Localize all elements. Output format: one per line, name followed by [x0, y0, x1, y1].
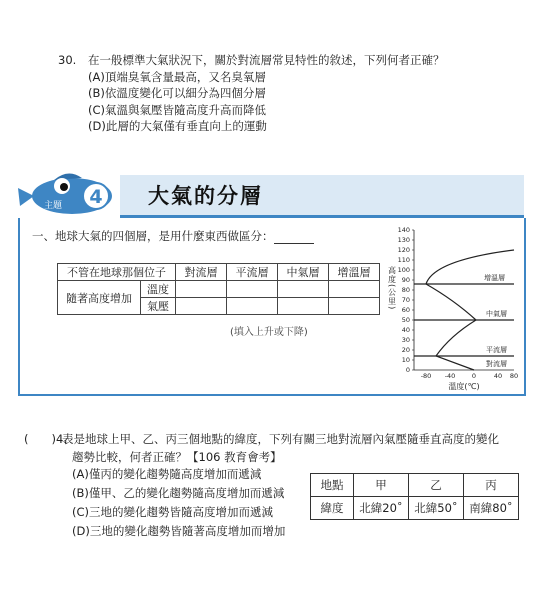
- question-1-text: 一、地球大氣的四個層，是用什麼東西做區分：: [32, 229, 274, 243]
- cell-blank[interactable]: [329, 298, 380, 315]
- y-tick-label: 10: [401, 356, 410, 364]
- x-axis-label: 溫度(℃): [448, 382, 480, 391]
- table-corner: 不管在地球那個位子: [58, 264, 176, 281]
- layer-label-stratosphere: 平流層: [486, 346, 507, 354]
- svg-text:高度(公里): 高度(公里): [387, 266, 397, 311]
- fish-mascot-icon: [14, 166, 122, 218]
- x-tick-label: -80: [420, 372, 432, 380]
- cell-blank[interactable]: [176, 281, 227, 298]
- col-mesosphere: 中氣層: [278, 264, 329, 281]
- y-tick-label: 70: [401, 296, 410, 304]
- option-c[interactable]: (C)氣溫與氣壓皆隨高度升高而降低: [88, 102, 267, 117]
- x-tick-label: -40: [444, 372, 456, 380]
- lat-value-yi: 北緯50˚: [409, 497, 464, 520]
- layer-label-troposphere: 對流層: [486, 360, 507, 368]
- layer-table: [57, 263, 380, 315]
- option-d[interactable]: (D)此層的大氣僅有垂直向上的運動: [88, 119, 267, 133]
- layer-label-mesosphere: 中氣層: [486, 310, 507, 318]
- y-tick-label: 120: [397, 246, 410, 254]
- lat-header-yi: 乙: [409, 474, 464, 497]
- fill-note: (填入上升或下降): [230, 327, 308, 338]
- theme-label: 主題: [44, 201, 63, 211]
- latitude-table: [310, 473, 519, 520]
- col-troposphere: 對流層: [176, 264, 227, 281]
- question-number: 30.: [58, 53, 77, 67]
- y-tick-label: 80: [401, 286, 410, 294]
- option-b[interactable]: (B)依溫度變化可以細分為四個分層: [88, 86, 266, 100]
- x-tick-label: 0: [471, 372, 477, 380]
- y-tick-label: 50: [401, 316, 410, 324]
- y-tick-label: 140: [397, 226, 410, 234]
- option-b[interactable]: (B)僅甲、乙的變化趨勢隨高度增加而遞減: [72, 486, 285, 500]
- y-tick-label: 30: [401, 336, 410, 344]
- option-a[interactable]: (A)頂端臭氧含量最高，又名臭氧層: [88, 69, 266, 84]
- x-tick-label: 80: [509, 372, 519, 380]
- cell-blank[interactable]: [278, 298, 329, 315]
- col-stratosphere: 平流層: [227, 264, 278, 281]
- lat-value-jia: 北緯20˚: [354, 497, 409, 520]
- cell-blank[interactable]: [227, 298, 278, 315]
- theme-number: 4: [89, 186, 103, 208]
- y-tick-label: 20: [401, 346, 410, 354]
- lat-row-label: 緯度: [311, 497, 354, 520]
- question-stem: 在一般標準大氣狀況下，關於對流層常見特性的敘述，下列何者正確？: [88, 53, 445, 67]
- cell-blank[interactable]: [227, 281, 278, 298]
- layer-label-thermosphere: 增溫層: [484, 274, 505, 282]
- cell-blank[interactable]: [329, 281, 380, 298]
- option-a[interactable]: (A)僅丙的變化趨勢隨高度增加而遞減: [72, 467, 262, 481]
- section-title: 大氣的分層: [148, 184, 263, 208]
- question-1: [32, 228, 314, 244]
- question-stem-line1: 表是地球上甲、乙、丙三個地點的緯度，下列有關三地對流層內氣壓隨垂直高度的變化: [62, 432, 499, 446]
- atmosphere-layers-graph: [380, 226, 530, 392]
- y-tick-label: 130: [397, 236, 410, 244]
- lat-value-bing: 南緯80˚: [464, 497, 519, 520]
- y-tick-label: 110: [397, 256, 410, 264]
- question-stem-line2: 趨勢比較，何者正確？【106 教育會考】: [72, 450, 282, 464]
- cell-blank[interactable]: [278, 281, 329, 298]
- answer-paren[interactable]: ( )4.: [24, 432, 67, 446]
- lat-header-bing: 丙: [464, 474, 519, 497]
- row-group-label: 隨著高度增加: [58, 281, 141, 315]
- y-axis-ticks: [398, 226, 414, 374]
- row-temperature: 溫度: [141, 281, 176, 298]
- cell-blank[interactable]: [176, 298, 227, 315]
- y-tick-label: 90: [401, 276, 410, 284]
- y-tick-label: 40: [401, 326, 410, 334]
- y-tick-label: 60: [401, 306, 410, 314]
- row-pressure: 氣壓: [141, 298, 176, 315]
- option-c[interactable]: (C)三地的變化趨勢皆隨高度增加而遞減: [72, 505, 274, 519]
- y-tick-label: 0: [405, 366, 410, 374]
- y-axis-label: [388, 265, 397, 310]
- answer-blank[interactable]: [274, 231, 314, 244]
- y-tick-label: 100: [397, 266, 410, 274]
- x-tick-label: 40: [493, 372, 503, 380]
- lat-header-location: 地點: [311, 474, 354, 497]
- col-thermosphere: 增溫層: [329, 264, 380, 281]
- x-axis-ticks: [421, 372, 518, 380]
- option-d[interactable]: (D)三地的變化趨勢皆隨著高度增加而增加: [72, 524, 286, 538]
- lat-header-jia: 甲: [354, 474, 409, 497]
